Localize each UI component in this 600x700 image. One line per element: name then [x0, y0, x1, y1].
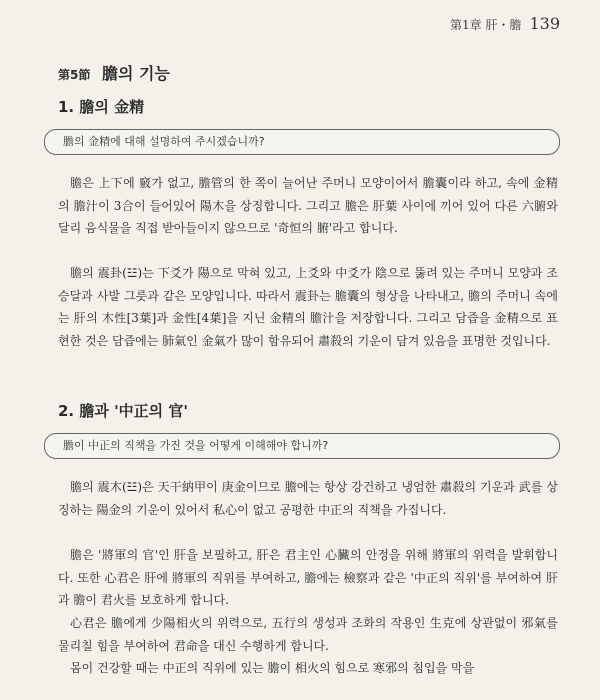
paragraph: 膽은 '將軍의 官'인 肝을 보필하고, 肝은 君主인 心臟의 안정을 위해 將軍의 위력을 발휘합니다. 또한 心君은 肝에 將軍의 직위를 부여하고, 膽에는 檢察과 같은 '中正의 직위'를 부여하여 肝과 膽이 君火를 보호하게 합니다.: [58, 548, 558, 607]
page-number: 139: [529, 14, 560, 33]
paragraph: 膽은 上下에 竅가 없고, 膽管의 한 쪽이 늘어난 주머니 모양이어서 膽囊이라 하고, 속에 金精의 膽汁이 3合이 들어있어 陽木을 상징합니다. 그리고 膽은 肝葉 사이에 끼어 있어 다른 六腑와 달리 음식물을 직접 받아들이지 않으므로 '奇恒의 腑'라고 합니다.: [58, 176, 558, 235]
subheading-1: 1. 膽의 金精: [58, 98, 145, 116]
paragraph: 心君은 膽에게 少陽相火의 위력으로, 五行의 생성과 조화의 작용인 生克에 상관없이 邪氣를 물리칠 힘을 부여하여 君命을 대신 수행하게 합니다.: [58, 616, 558, 653]
question-box-2: 膽이 中正의 직책을 가진 것을 어떻게 이해해야 합니까?: [44, 433, 560, 459]
paragraph: 膽의 震卦(☳)는 下爻가 陽으로 막혀 있고, 上爻와 中爻가 陰으로 뚫려 있는 주머니 모양과 조승달과 사발 그릇과 같은 모양입니다. 따라서 震卦는 膽囊의 형상을 나타내고, 膽의 주머니 속에는 肝의 木性[3葉]과 金性[4葉]을 지닌 金精의 膽汁을 저장합니다. 그리고 담즙을 金精으로 표현한 것은 담즙에는 肺氣인 金氣가 많이 함유되어 肅殺의 기운이 담겨 있음을 표명한 것입니다.: [58, 266, 558, 348]
paragraph: 몸이 건강할 때는 中正의 직위에 있는 膽이 相火의 힘으로 寒邪의 침입을 막을: [70, 661, 475, 675]
section-tag: 第5節: [58, 68, 91, 82]
section-title: [58, 61, 170, 84]
chapter-label: 第1章 肝・膽: [450, 18, 522, 32]
paragraph: 膽의 震木(☳)은 天干納甲이 庚金이므로 膽에는 항상 강건하고 냉엄한 肅殺의 기운과 武를 상징하는 陽金의 기운이 있어서 私心이 없고 공평한 中正의 직책을 가집니다.: [58, 480, 558, 517]
subheading-2: 2. 膽과 '中正의 官': [58, 402, 188, 420]
page-header: [450, 14, 560, 33]
question-box-1: 膽의 金精에 대해 설명하여 주시겠습니까?: [44, 129, 560, 155]
section-heading: 膽의 기능: [101, 64, 170, 83]
